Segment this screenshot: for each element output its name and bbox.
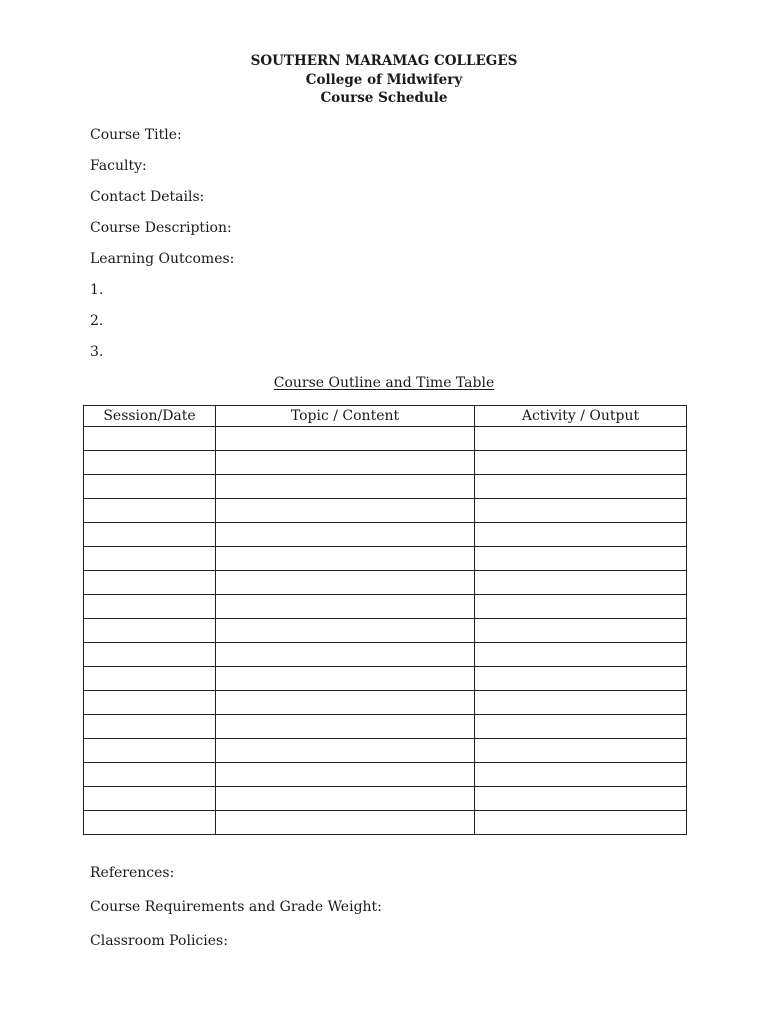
topic-content-cell <box>216 547 475 571</box>
activity-output-cell <box>475 619 687 643</box>
session-date-cell <box>84 643 216 667</box>
topic-content-cell <box>216 427 475 451</box>
session-date-cell <box>84 667 216 691</box>
session-date-cell <box>84 547 216 571</box>
topic-content-cell <box>216 811 475 835</box>
session-date-cell <box>84 523 216 547</box>
session-date-cell <box>84 763 216 787</box>
activity-output-cell <box>475 451 687 475</box>
learning-outcomes-label: Learning Outcomes: <box>90 251 235 267</box>
topic-content-cell <box>216 619 475 643</box>
table-row <box>84 787 687 811</box>
outcome-item-2: 2. <box>90 313 104 329</box>
table-row <box>84 523 687 547</box>
activity-output-cell <box>475 763 687 787</box>
contact-details-label: Contact Details: <box>90 189 205 205</box>
document-header <box>0 52 768 108</box>
topic-content-cell <box>216 499 475 523</box>
topic-content-cell <box>216 739 475 763</box>
session-date-cell <box>84 571 216 595</box>
topic-content-cell <box>216 715 475 739</box>
table-row <box>84 643 687 667</box>
references-label: References: <box>90 865 175 881</box>
session-date-cell <box>84 739 216 763</box>
activity-output-cell <box>475 787 687 811</box>
session-date-cell <box>84 787 216 811</box>
session-date-cell <box>84 715 216 739</box>
session-date-cell <box>84 619 216 643</box>
topic-content-cell <box>216 451 475 475</box>
outcome-item-3: 3. <box>90 344 104 360</box>
session-date-cell <box>84 499 216 523</box>
activity-output-cell <box>475 523 687 547</box>
table-row <box>84 811 687 835</box>
college-name: College of Midwifery <box>305 71 463 88</box>
topic-content-cell <box>216 691 475 715</box>
activity-output-cell <box>475 667 687 691</box>
topic-content-cell <box>216 643 475 667</box>
topic-content-cell <box>216 667 475 691</box>
table-row <box>84 499 687 523</box>
table-row <box>84 475 687 499</box>
table-title <box>0 374 768 392</box>
topic-content-cell <box>216 595 475 619</box>
course-requirements-label: Course Requirements and Grade Weight: <box>90 899 382 915</box>
table-row <box>84 715 687 739</box>
activity-output-cell <box>475 811 687 835</box>
activity-output-cell <box>475 571 687 595</box>
table-row <box>84 571 687 595</box>
classroom-policies-label: Classroom Policies: <box>90 933 228 949</box>
activity-output-cell <box>475 643 687 667</box>
column-header-activity-output: Activity / Output <box>475 406 687 427</box>
session-date-cell <box>84 811 216 835</box>
session-date-cell <box>84 595 216 619</box>
activity-output-cell <box>475 739 687 763</box>
outcome-item-1: 1. <box>90 282 104 298</box>
session-date-cell <box>84 691 216 715</box>
topic-content-cell <box>216 571 475 595</box>
table-body <box>84 427 687 835</box>
institution-name: SOUTHERN MARAMAG COLLEGES <box>250 53 518 69</box>
table-row <box>84 619 687 643</box>
activity-output-cell <box>475 595 687 619</box>
table-row <box>84 691 687 715</box>
table-row <box>84 451 687 475</box>
table-row <box>84 763 687 787</box>
course-title-label: Course Title: <box>90 127 182 143</box>
activity-output-cell <box>475 427 687 451</box>
session-date-cell <box>84 475 216 499</box>
column-header-session-date: Session/Date <box>84 406 216 427</box>
table-header-row <box>84 406 687 427</box>
faculty-label: Faculty: <box>90 158 147 174</box>
document-title: Course Schedule <box>320 90 448 106</box>
topic-content-cell <box>216 523 475 547</box>
table-row <box>84 595 687 619</box>
course-outline-table <box>83 405 687 835</box>
column-header-topic-content: Topic / Content <box>216 406 475 427</box>
table-row <box>84 739 687 763</box>
table-row <box>84 667 687 691</box>
activity-output-cell <box>475 547 687 571</box>
course-description-label: Course Description: <box>90 220 232 236</box>
topic-content-cell <box>216 787 475 811</box>
activity-output-cell <box>475 715 687 739</box>
table-row <box>84 427 687 451</box>
activity-output-cell <box>475 475 687 499</box>
activity-output-cell <box>475 499 687 523</box>
topic-content-cell <box>216 763 475 787</box>
topic-content-cell <box>216 475 475 499</box>
table-row <box>84 547 687 571</box>
session-date-cell <box>84 427 216 451</box>
session-date-cell <box>84 451 216 475</box>
activity-output-cell <box>475 691 687 715</box>
table-title-text: Course Outline and Time Table <box>273 375 495 391</box>
